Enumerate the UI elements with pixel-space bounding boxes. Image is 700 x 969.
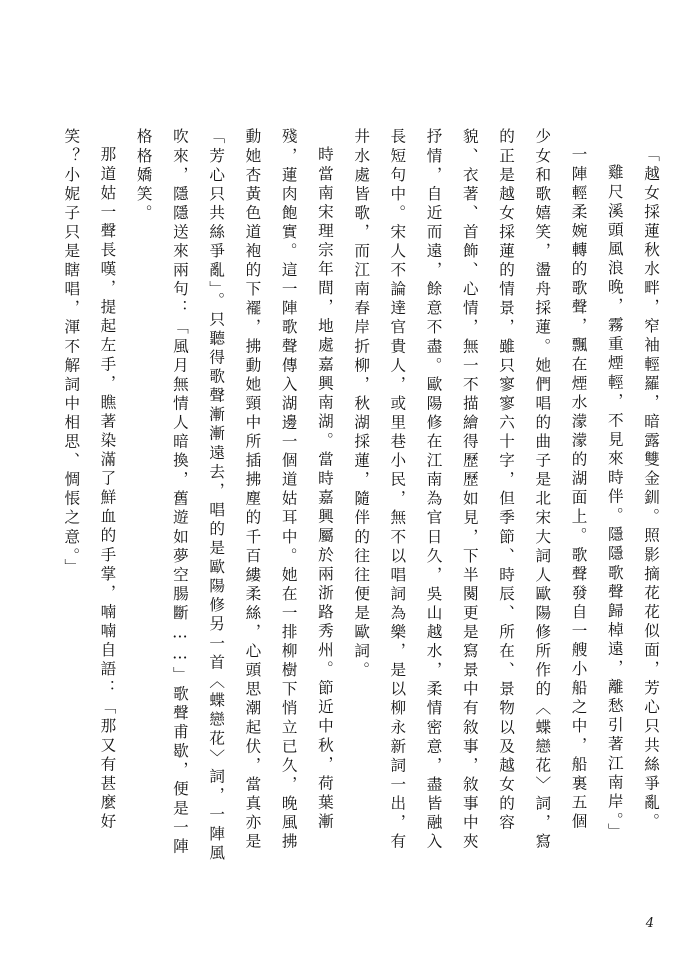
page-number: 4 (645, 916, 654, 931)
text-column: 少女和歌嬉笑，盪舟採蓮。她們唱的曲子是北宋大詞人歐陽修所作的〈蝶戀花〉詞，寫 (533, 128, 552, 852)
text-column: 格格嬌笑。 (134, 128, 153, 224)
text-column: 抒情，自近而遠，餘意不盡。歐陽修在江南為官日久，吳山越水，柔情密意，盡皆融入 (424, 128, 443, 852)
text-column: 一陣輕柔婉轉的歌聲，飄在煙水濛濛的湖面上。歌聲發自一艘小船之中，船裏五個 (569, 146, 588, 832)
text-column: 長短句中。宋人不論達官貴人，或里巷小民，無不以唱詞為樂，是以柳永新詞一出，有 (388, 128, 407, 852)
text-column: 吹來，隱隱送來兩句：「風月無情人暗換，舊遊如夢空腸斷……」歌聲甫歇，便是一陣 (170, 128, 189, 857)
text-column: 的正是越女採蓮的情景，雖只寥寥六十字，但季節、時辰、所在、景物以及越女的容 (497, 128, 516, 833)
text-column: 貌、衣著、首飾、心情，無一不描繪得歷歷如見，下半闋更是寫景中有敘事，敘事中夾 (460, 128, 479, 852)
text-column: 「越女採蓮秋水畔，窄袖輕羅，暗露雙金釧。照影摘花花似面，芳心只共絲爭亂。 (642, 146, 660, 832)
text-column: 那道姑一聲長嘆，提起左手，瞧著染滿了鮮血的手掌，喃喃自語：「那又有甚麼好 (98, 146, 117, 832)
text-column: 動她杏黃色道袍的下襬，拂動她頸中所插拂塵的千百縷柔絲，心頭思潮起伏，當真亦是 (243, 128, 262, 852)
text-column: 時當南宋理宗年間，地處嘉興南湖。當時嘉興屬於兩浙路秀州。節近中秋，荷葉漸 (315, 146, 334, 832)
text-column: 「芳心只共絲爭亂」。只聽得歌聲漸漸遠去，唱的是歐陽修另一首〈蝶戀花〉詞，一陣風 (207, 128, 226, 864)
text-column: 井水處皆歌，而江南春岸折柳，秋湖採蓮，隨伴的往往便是歐詞。 (352, 128, 371, 681)
text-column: 雞尺溪頭風浪晚，霧重煙輕，不見來時伴。隱隱歌聲歸棹遠，離愁引著江南岸。」 (605, 164, 624, 842)
text-column: 殘，蓮肉飽實。這一陣歌聲傳入湖邊一個道姑耳中。她在一排柳樹下悄立已久，晚風拂 (279, 128, 298, 852)
text-column: 笑？小妮子只是瞎唱，渾不解詞中相思、惆悵之意。」 (62, 128, 81, 578)
vertical-text-block (42, 128, 660, 864)
